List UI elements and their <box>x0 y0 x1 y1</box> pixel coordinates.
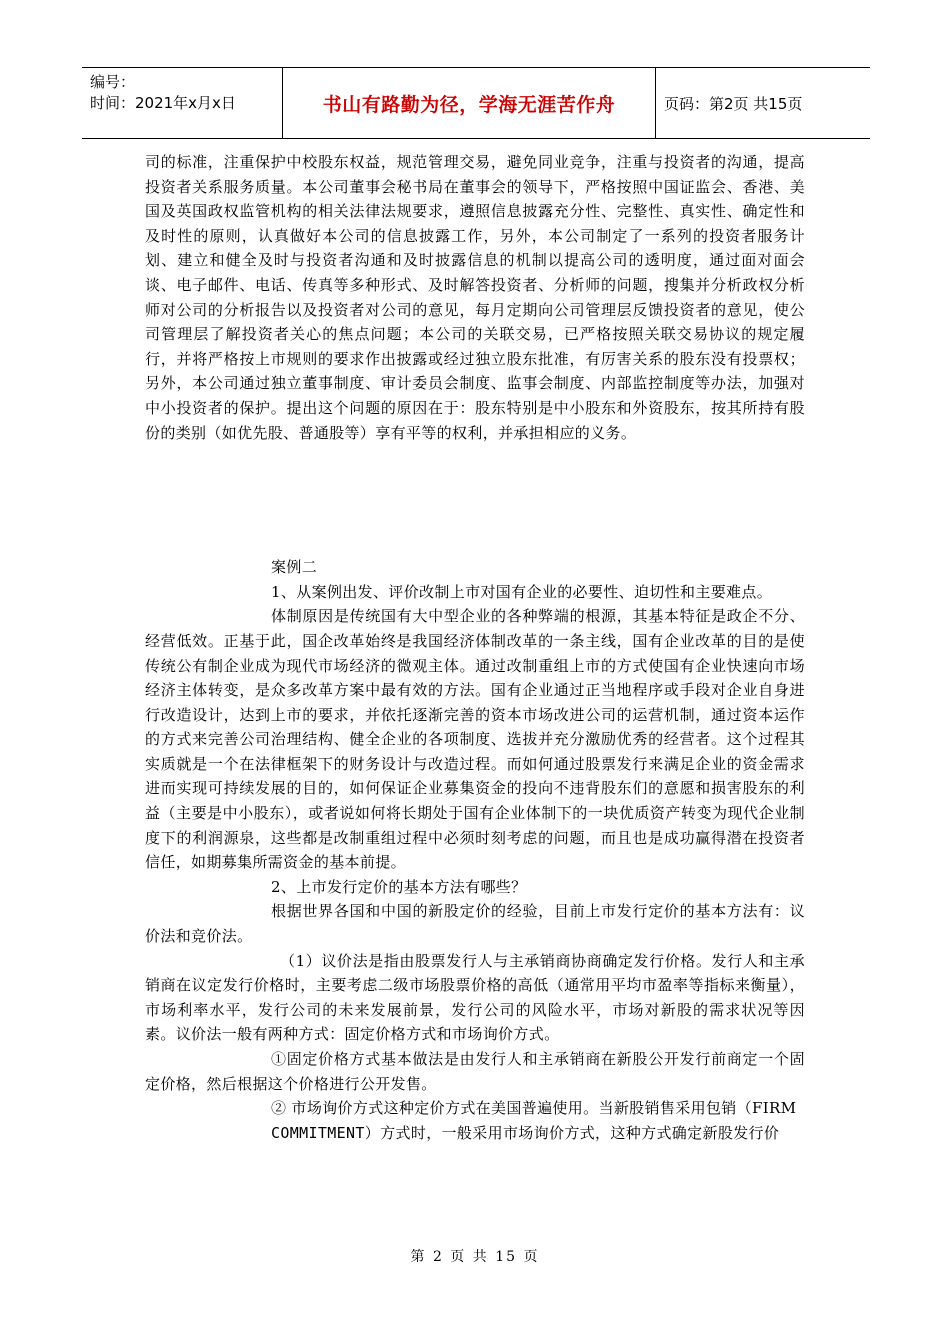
answer-fixed-price: ①固定价格方式基本做法是由发行人和主承销商在新股公开发行前商定一个固定价格，然后根据这个价格进行公开发售。 <box>145 1050 805 1093</box>
header-page-info: 页码：第2页 共15页 <box>664 94 803 113</box>
document-number-label: 编号： <box>90 73 136 91</box>
section-gap <box>145 445 805 555</box>
paragraph-investor-relations: 司的标准，注重保护中校股东权益，规范管理交易，避免同业竞争，注重与投资者的沟通，提高投资者关系服务质量。本公司董事会秘书局在董事会的领导下，严格按照中国证监会、香港、美国及英国政权监管机构的相关法律法规要求，遵照信息披露充分性、完整性、真实性、确定性和及时性的原则，认真做好本公司的信息披露工作，另外，本公司制定了一系列的投资者服务计划、建立和健全及时与投资者沟通和及时披露信息的机制以提高公司的透明度，通过面对面会谈、电子邮件、电话、传真等多种形式、及时解答投资者、分析师的问题，搜集并分析政权分析师对公司的分析报告以及投资者对公司的意见，每月定期向公司管理层反馈投资者的意见，使公司管理层了解投资者关心的焦点问题；本公司的关联交易，已严格按照关联交易协议的规定履行，并将严格按上市规则的要求作出披露或经过独立股东批准，有厉害关系的股东没有投票权；另外，本公司通过独立董事制度、审计委员会制度、监事会制度、内部监控制度等办法，加强对中小投资者的保护。提出这个问题的原因在于：股东特别是中小股东和外资股东，按其所持有股份的类别（如优先股、普通股等）享有平等的权利，并承担相应的义务。 <box>145 153 805 442</box>
answer-2: 根据世界各国和中国的新股定价的经验，目前上市发行定价的基本方法有：议价法和竞价法。 <box>145 902 805 946</box>
question-1: 1、从案例出发、评价改制上市对国有企业的必要性、迫切性和主要难点。 <box>271 582 773 601</box>
header-meta <box>82 68 282 138</box>
document-body <box>145 150 805 1145</box>
page-header <box>82 67 870 139</box>
answer-1: 体制原因是传统国有大中型企业的各种弊端的根源，其基本特征是政企不分、经营低效。正基于此，国企改革始终是我国经济体制改革的一条主线，国有企业改革的目的是使传统公有制企业成为现代市场经济的微观主体。通过改制重组上市的方式使国有企业快速向市场经济主体转变，是众多改革方案中最有效的方法。国有企业通过正当地程序或手段对企业自身进行改造设计，达到上市的要求，并依托逐渐完善的资本市场改进公司的运营机制，通过资本运作的方式来完善公司治理结构、健全企业的各项制度、选拔并充分激励优秀的经营者。这个过程其实质就是一个在法律框架下的财务设计与改造过程。而如何通过股票发行来满足企业的资金需求进而实现可持续发展的目的，如何保证企业募集资金的投向不违背股东们的意愿和损害股东的利益（主要是中小股东），或者说如何将长期处于国有企业体制下的一块优质资产转变为现代企业制度下的利润源泉，这些都是改制重组过程中必须时刻考虑的问题，而且也是成功赢得潜在投资者信任，如期募集所需资金的基本前提。 <box>145 607 805 872</box>
header-motto: 书山有路勤为径，学海无涯苦作舟 <box>282 68 656 138</box>
answer-market-inquiry: ② 市场询价方式这种定价方式在美国普遍使用。当新股销售采用包销（FIRM <box>271 1099 797 1118</box>
question-2: 2、上市发行定价的基本方法有哪些？ <box>271 877 527 896</box>
document-date: 时间：2021年x月x日 <box>90 94 236 112</box>
case-title: 案例二 <box>271 558 318 577</box>
answer-pricing-negotiation: （1）议价法是指由股票发行人与主承销商协商确定发行价格。发行人和主承销商在议定发行价格时，主要考虑二级市场股票价格的高低（通常用平均市盈率等指标来衡量），市场利率水平，发行公司的未来发展前景，发行公司的风险水平，市场对新股的需求状况等因素。议价法一般有两种方式：固定价格方式和市场询价方式。 <box>145 951 805 1044</box>
page-footer: 第 2 页 共 15 页 <box>410 1249 540 1265</box>
answer-market-inquiry-cont: COMMITMENT）方式时，一般采用市场询价方式，这种方式确定新股发行价 <box>271 1123 780 1142</box>
